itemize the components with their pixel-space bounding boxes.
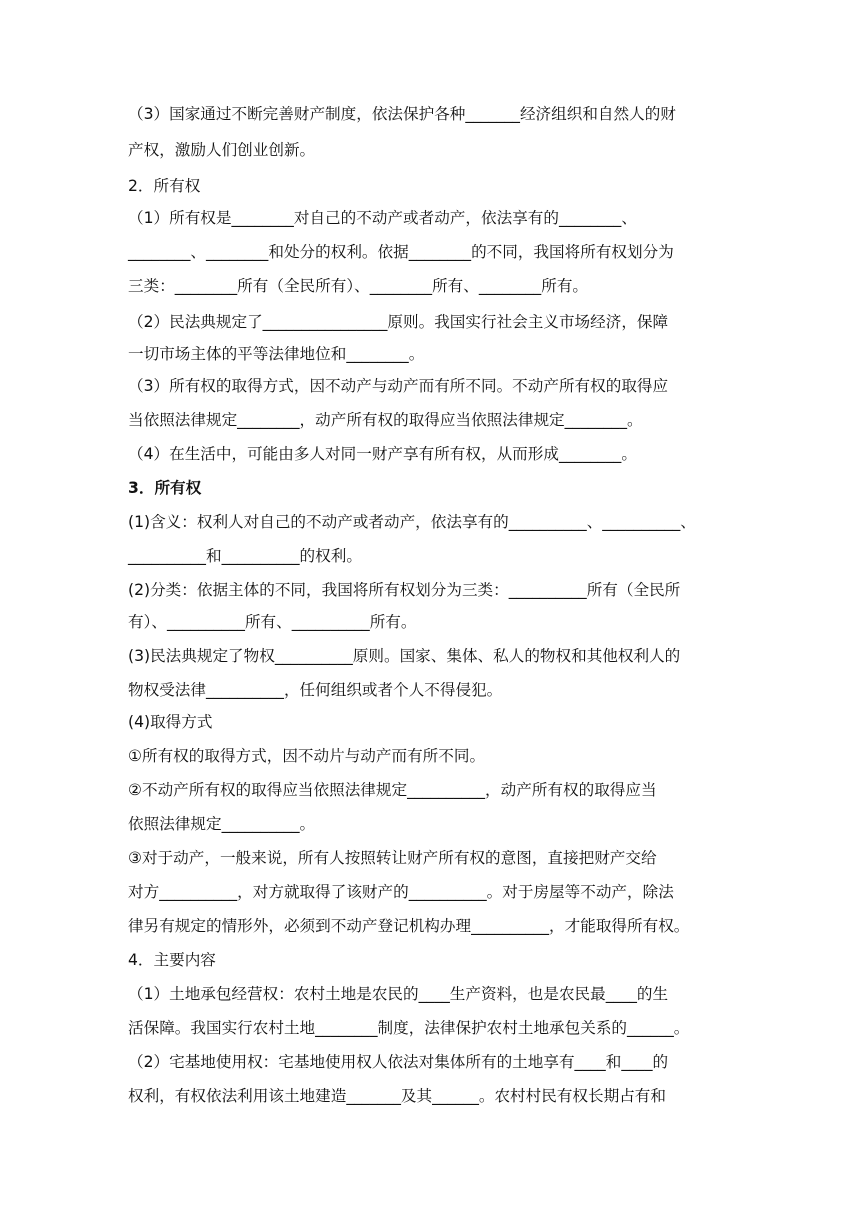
text-line: 活保障。我国实行农村土地________制度，法律保护农村土地承包关系的______。: [128, 1019, 690, 1037]
text-line: ②不动产所有权的取得应当依照法律规定__________，动产所有权的取得应当: [128, 781, 657, 799]
text-line: 律另有规定的情形外，必须到不动产登记机构办理__________，才能取得所有权。: [128, 917, 690, 935]
text-line: （1）土地承包经营权：农村土地是农民的____生产资料，也是农民最____的生: [128, 985, 669, 1003]
section-heading: 3．所有权: [128, 479, 202, 497]
text-line: (3)民法典规定了物权__________原则。国家、集体、私人的物权和其他权利人的: [128, 647, 681, 665]
section-heading: 2．所有权: [128, 177, 201, 195]
text-line: （3）国家通过不断完善财产制度，依法保护各种_______经济组织和自然人的财: [128, 105, 676, 123]
text-line: (2)分类：依据主体的不同，我国将所有权划分为三类：__________所有（全民所: [128, 581, 681, 599]
text-line: (4)取得方式: [128, 713, 213, 731]
text-line: 权利，有权依法利用该土地建造_______及其______。农村村民有权长期占有和: [128, 1087, 666, 1105]
text-line: （4）在生活中，可能由多人对同一财产享有所有权，从而形成________。: [128, 445, 637, 463]
text-line: 一切市场主体的平等法律地位和________。: [128, 345, 425, 363]
text-line: (1)含义：权利人对自己的不动产或者动产，依法享有的__________、__________、: [128, 513, 696, 531]
text-line: （2）民法典规定了________________原则。我国实行社会主义市场经济，保障: [128, 313, 669, 331]
text-line: 三类：________所有（全民所有）、________所有、________所有。: [128, 277, 589, 295]
text-line: （1）所有权是________对自己的不动产或者动产，依法享有的________、: [128, 209, 637, 227]
text-line: ③对于动产，一般来说，所有人按照转让财产所有权的意图，直接把财产交给: [128, 849, 657, 867]
text-line: ①所有权的取得方式，因不动片与动产而有所不同。: [128, 747, 486, 765]
text-line: ________、________和处分的权利。依据________的不同，我国将所有权划分为: [128, 243, 674, 261]
text-line: __________和__________的权利。: [128, 547, 362, 565]
text-line: 有）、__________所有、__________所有。: [128, 613, 417, 631]
text-line: 当依照法律规定________，动产所有权的取得应当依照法律规定________。: [128, 411, 643, 429]
text-line: （2）宅基地使用权：宅基地使用权人依法对集体所有的土地享有____和____的: [128, 1053, 669, 1071]
text-line: （3）所有权的取得方式，因不动产与动产而有所不同。不动产所有权的取得应: [128, 377, 669, 395]
text-line: 对方__________，对方就取得了该财产的__________。对于房屋等不动产，除法: [128, 883, 674, 901]
text-line: 产权，激励人们创业创新。: [128, 141, 316, 159]
text-line: 物权受法律__________，任何组织或者个人不得侵犯。: [128, 681, 503, 699]
text-line: 依照法律规定__________。: [128, 815, 316, 833]
section-heading: 4．主要内容: [128, 951, 216, 969]
